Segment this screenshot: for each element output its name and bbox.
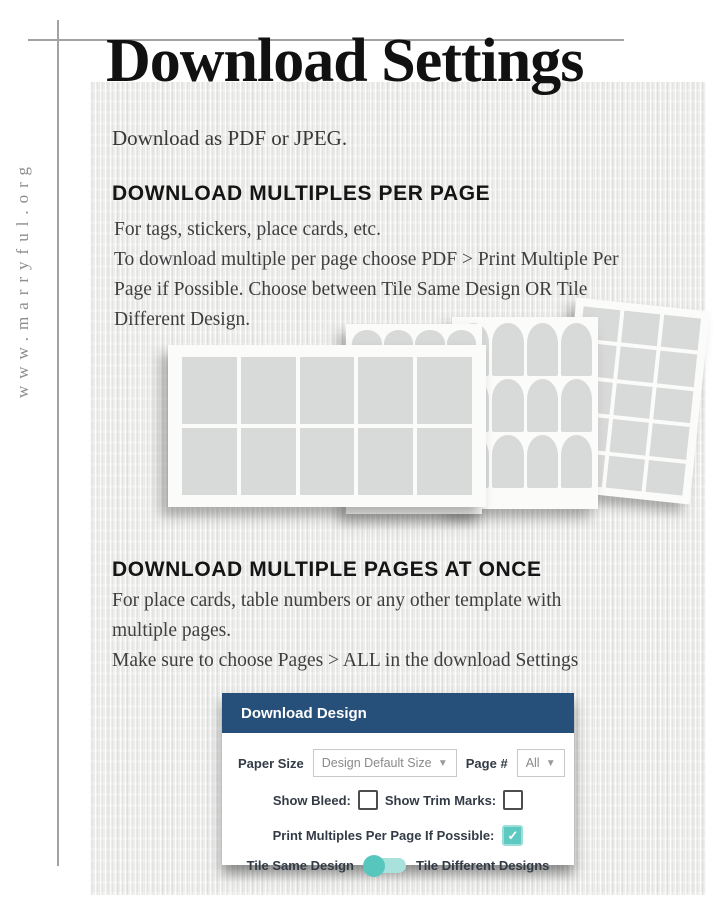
body-text-line: multiple pages. xyxy=(112,620,232,641)
template-cell-rect xyxy=(417,357,472,424)
vertical-rule xyxy=(57,20,59,866)
download-design-dialog xyxy=(222,693,574,873)
template-cell-rect xyxy=(300,357,355,424)
template-cell-rect xyxy=(182,428,237,495)
template-cell-tag xyxy=(492,379,523,432)
tile-design-toggle[interactable] xyxy=(364,858,406,873)
print-multiples-checkbox-checked[interactable] xyxy=(502,825,523,846)
template-cell-rect xyxy=(241,357,296,424)
intro-text: Download as PDF or JPEG. xyxy=(112,126,348,150)
template-cell-rect xyxy=(417,428,472,495)
template-cell-tag xyxy=(527,323,558,376)
page-number-value: All xyxy=(525,756,540,770)
bleed-trim-row xyxy=(222,790,574,810)
template-cell-rect xyxy=(300,428,355,495)
template-cell-square xyxy=(657,351,697,387)
paper-size-label: Paper Size xyxy=(238,755,304,771)
template-cell-square xyxy=(613,383,653,419)
template-cell-rect xyxy=(358,428,413,495)
template-cell-rect xyxy=(358,357,413,424)
template-cell-square xyxy=(609,419,649,455)
page-number-label: Page # xyxy=(465,755,508,771)
template-cell-tag xyxy=(492,323,523,376)
template-cell-tag xyxy=(561,323,592,376)
body-text-line: Page if Possible. Choose between Tile Same Design OR Tile xyxy=(114,279,588,300)
template-cell-square xyxy=(617,347,657,383)
tile-different-designs-label: Tile Different Designs xyxy=(416,858,550,873)
body-text-line: To download multiple per page choose PDF > Print Multiple Per xyxy=(114,249,619,270)
show-trim-marks-label: Show Trim Marks: xyxy=(384,792,497,808)
template-cell-rect xyxy=(241,428,296,495)
template-cell-tag xyxy=(527,379,558,432)
template-cell-square xyxy=(605,455,645,491)
template-cell-tag xyxy=(527,435,558,488)
tile-same-design-label: Tile Same Design xyxy=(246,858,354,873)
toggle-knob xyxy=(363,855,385,877)
paper-size-row xyxy=(238,749,574,777)
paper-size-dropdown[interactable] xyxy=(313,749,457,777)
check-icon: ✓ xyxy=(507,828,519,843)
show-bleed-label: Show Bleed: xyxy=(272,792,351,808)
template-cell-rect xyxy=(182,357,237,424)
chevron-down-icon: ▼ xyxy=(437,757,448,769)
body-text-line: Different Design. xyxy=(114,309,251,330)
template-cell-square xyxy=(661,315,701,351)
template-cell-square xyxy=(621,311,661,347)
show-trim-marks-checkbox[interactable] xyxy=(503,790,523,810)
chevron-down-icon: ▼ xyxy=(545,757,556,769)
dialog-title: Download Design xyxy=(241,704,367,722)
print-multiples-row xyxy=(222,825,574,846)
dialog-header xyxy=(222,693,574,733)
template-cell-square xyxy=(650,423,690,459)
tile-toggle-row xyxy=(222,858,574,873)
print-multiples-label: Print Multiples Per Page If Possible: xyxy=(272,828,495,843)
template-sheet-rectangles xyxy=(168,345,486,507)
show-bleed-checkbox[interactable] xyxy=(358,790,378,810)
page-title: Download Settings xyxy=(106,27,584,95)
template-cell-square xyxy=(654,387,694,423)
template-cell-tag xyxy=(561,379,592,432)
template-cell-square xyxy=(646,460,686,496)
section-heading-multiple-pages: DOWNLOAD MULTIPLE PAGES AT ONCE xyxy=(112,558,542,581)
site-url-vertical-text: www.marryful.org xyxy=(13,159,32,399)
template-cell-tag xyxy=(561,435,592,488)
body-text-line: Make sure to choose Pages > ALL in the download Settings xyxy=(112,650,579,671)
template-cell-tag xyxy=(492,435,523,488)
page-number-dropdown[interactable] xyxy=(517,749,565,777)
body-text-line: For place cards, table numbers or any other template with xyxy=(112,590,562,611)
body-text-line: For tags, stickers, place cards, etc. xyxy=(114,219,381,240)
paper-size-value: Design Default Size xyxy=(321,756,432,770)
section-heading-multiples-per-page: DOWNLOAD MULTIPLES PER PAGE xyxy=(112,182,491,205)
